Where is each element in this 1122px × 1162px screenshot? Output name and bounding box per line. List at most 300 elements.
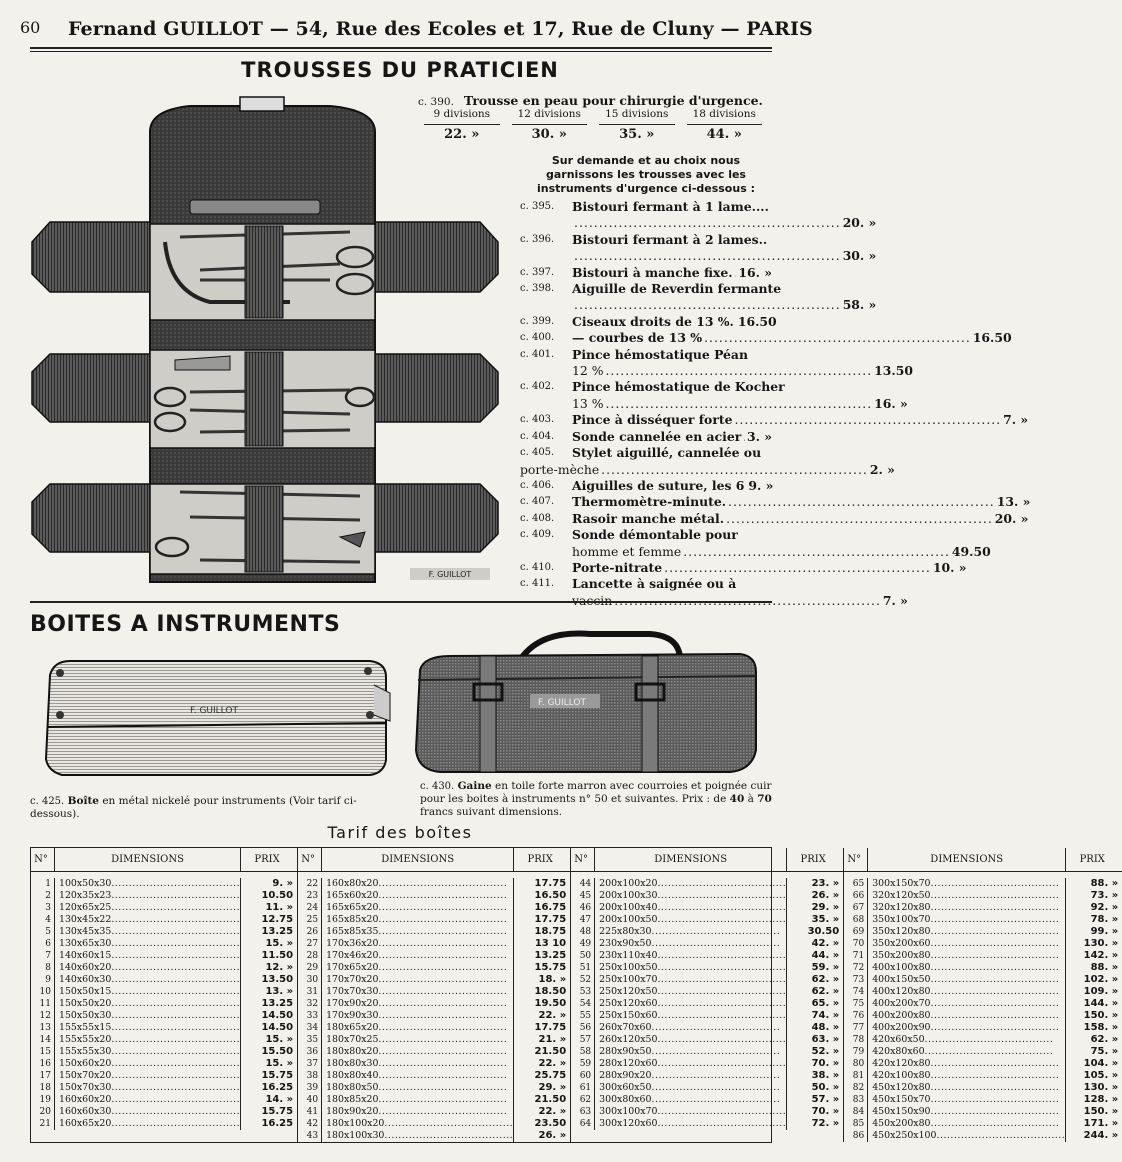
- leader-dots: [651, 1070, 780, 1081]
- table-row: [298, 890, 570, 902]
- row-dimensions: [55, 1118, 241, 1130]
- instrument-item: [520, 412, 1029, 428]
- leader-dots: [651, 1046, 780, 1057]
- leader-dots: [378, 1046, 507, 1057]
- leader-dots: [111, 914, 240, 925]
- dimension-value: 180x90x20: [326, 1106, 379, 1117]
- row-dimensions: [55, 1106, 241, 1118]
- row-dimensions: [595, 1058, 787, 1070]
- row-dimensions: [55, 1022, 241, 1034]
- table-row: [31, 1082, 297, 1094]
- dimension-value: 200x100x20: [599, 878, 658, 889]
- leader-dots: [378, 950, 507, 961]
- leader-dots: [931, 998, 1060, 1009]
- row-number: 47: [571, 914, 595, 926]
- row-dimensions: [55, 1034, 241, 1046]
- dimension-value: 120x35x23: [59, 890, 112, 901]
- row-price: 29. »: [811, 902, 840, 913]
- row-price: 70. »: [811, 1058, 840, 1069]
- row-number: 49: [571, 938, 595, 950]
- row-number: 8: [31, 962, 55, 974]
- dimension-value: 180x100x30: [326, 1130, 385, 1141]
- dimension-value: 420x80x60: [872, 1046, 925, 1057]
- row-number: 38: [298, 1070, 322, 1082]
- row-dimensions: [868, 1082, 1066, 1094]
- dimension-value: 450x120x80: [872, 1082, 931, 1093]
- dimension-value: 280x90x50: [599, 1046, 652, 1057]
- leader-dots: [605, 396, 872, 412]
- leader-dots: [378, 1010, 507, 1021]
- row-dimensions: [322, 926, 514, 938]
- row-price: 22. »: [538, 1058, 567, 1069]
- leader-dots: [574, 248, 841, 264]
- row-number: 25: [298, 914, 322, 926]
- row-number: 72: [844, 962, 868, 974]
- tarif-header: [298, 848, 570, 872]
- row-number: 18: [31, 1082, 55, 1094]
- row-dimensions: [868, 1058, 1066, 1070]
- row-dimensions: [322, 914, 514, 926]
- row-dimensions: [595, 1022, 787, 1034]
- instrument-number: c. 410.: [520, 561, 555, 573]
- leader-dots: [657, 950, 786, 961]
- dimension-value: 170x90x20: [326, 998, 379, 1009]
- dimension-value: 160x80x20: [326, 878, 379, 889]
- row-price: 70. »: [811, 1106, 840, 1117]
- caption-bold: Boîte: [67, 795, 99, 807]
- row-number: 41: [298, 1106, 322, 1118]
- row-price: 150. »: [1083, 1106, 1119, 1117]
- row-number: 63: [571, 1106, 595, 1118]
- table-row: [298, 1106, 570, 1118]
- row-price: 158. »: [1083, 1022, 1119, 1033]
- table-row: [844, 1118, 1122, 1130]
- dimension-value: 280x90x20: [599, 1070, 652, 1081]
- row-price: 13.50: [261, 974, 294, 985]
- dimension-value: 180x85x20: [326, 1094, 379, 1105]
- row-number: 17: [31, 1070, 55, 1082]
- dimension-value: 400x200x90: [872, 1022, 931, 1033]
- leader-dots: [378, 1070, 507, 1081]
- dimension-value: 300x120x60: [599, 1118, 658, 1129]
- leader-dots: [378, 1034, 507, 1045]
- leader-dots: [378, 938, 507, 949]
- row-dimensions: [868, 926, 1066, 938]
- instrument-price: 13. »: [996, 494, 1031, 510]
- table-row: [298, 878, 570, 890]
- leader-dots: [378, 986, 507, 997]
- table-row: [571, 902, 843, 914]
- header-num: N°: [571, 848, 595, 871]
- instrument-item: [520, 559, 967, 576]
- row-price: 75. »: [1090, 1046, 1119, 1057]
- table-row: [571, 1082, 843, 1094]
- box-maker-mark: F. GUILLOT: [190, 706, 238, 716]
- table-row: [298, 1046, 570, 1058]
- row-number: 20: [31, 1106, 55, 1118]
- leader-dots: [378, 998, 507, 1009]
- row-dimensions: [868, 878, 1066, 890]
- row-number: 23: [298, 890, 322, 902]
- trousse-illustration: [30, 92, 500, 582]
- header-dim: DIMENSIONS: [55, 848, 241, 871]
- row-number: 83: [844, 1094, 868, 1106]
- dimension-value: 230x110x40: [599, 950, 658, 961]
- row-price: 15. »: [265, 1058, 294, 1069]
- row-dimensions: [322, 962, 514, 974]
- row-number: 52: [571, 974, 595, 986]
- dimension-value: 225x80x30: [599, 926, 652, 937]
- dimension-value: 170x70x30: [326, 986, 379, 997]
- table-row: [571, 1034, 843, 1046]
- leader-dots: [735, 265, 737, 281]
- division-price: 35. »: [599, 124, 675, 142]
- leader-dots: [378, 1094, 507, 1105]
- row-dimensions: [595, 998, 787, 1010]
- row-number: 85: [844, 1118, 868, 1130]
- row-dimensions: [55, 926, 241, 938]
- caption-text: en toile forte marron avec courroies et poignée cuir pour les boites à instruments n° 50 et suivantes. Prix : de: [420, 780, 772, 805]
- row-number: 79: [844, 1046, 868, 1058]
- row-price: 78. »: [1090, 914, 1119, 925]
- leader-dots: [657, 1034, 786, 1045]
- table-row: [571, 1070, 843, 1082]
- leader-dots: [657, 1058, 786, 1069]
- trousse-title: [418, 93, 763, 108]
- leader-dots: [657, 1010, 786, 1021]
- leader-dots: [657, 902, 786, 913]
- row-price: 9. »: [272, 878, 294, 889]
- instrument-item: [520, 281, 877, 314]
- instrument-number: c. 399.: [520, 315, 555, 327]
- row-dimensions: [322, 974, 514, 986]
- table-row: [298, 902, 570, 914]
- row-price: 12. »: [265, 962, 294, 973]
- dimension-value: 180x70x25: [326, 1034, 379, 1045]
- instrument-price: 16. »: [738, 264, 772, 280]
- row-price: 15.75: [534, 962, 567, 973]
- row-price: 22. »: [538, 1010, 567, 1021]
- row-dimensions: [55, 962, 241, 974]
- row-dimensions: [322, 1130, 514, 1142]
- instrument-subline: homme et femme: [572, 543, 682, 559]
- leader-dots: [651, 938, 780, 949]
- leader-dots: [378, 1082, 507, 1093]
- leader-dots: [931, 1058, 1060, 1069]
- dimension-value: 165x85x35: [326, 926, 379, 937]
- dimension-value: 320x120x80: [872, 902, 931, 913]
- row-price: 62. »: [811, 986, 840, 997]
- row-number: 64: [571, 1118, 595, 1130]
- row-number: 53: [571, 986, 595, 998]
- row-number: 57: [571, 1034, 595, 1046]
- dimension-value: 260x70x60: [599, 1022, 652, 1033]
- table-row: [844, 878, 1122, 890]
- caption-tail: francs suivant dimensions.: [420, 806, 563, 818]
- instrument-name: Sonde démontable pour: [572, 527, 738, 543]
- row-dimensions: [55, 1082, 241, 1094]
- row-number: 40: [298, 1094, 322, 1106]
- instrument-price: 16. »: [874, 395, 908, 411]
- row-dimensions: [868, 1034, 1066, 1046]
- row-number: 36: [298, 1046, 322, 1058]
- leader-dots: [726, 511, 993, 527]
- leader-dots: [111, 902, 240, 913]
- dimension-value: 160x65x20: [59, 1118, 112, 1129]
- table-row: [31, 914, 297, 926]
- header-num: N°: [31, 848, 55, 871]
- row-dimensions: [55, 1070, 241, 1082]
- price-connector: à: [747, 793, 754, 805]
- table-row: [844, 1046, 1122, 1058]
- table-row: [31, 986, 297, 998]
- dimension-value: 300x150x70: [872, 878, 931, 889]
- row-price: 88. »: [1090, 962, 1119, 973]
- instrument-name: Rasoir manche métal.: [572, 510, 725, 526]
- trousse-row-2: [32, 350, 498, 448]
- row-price: 42. »: [811, 938, 840, 949]
- row-price: 244. »: [1083, 1130, 1119, 1141]
- dimension-value: 320x120x50: [872, 890, 931, 901]
- instrument-number: c. 395.: [520, 201, 555, 212]
- row-dimensions: [322, 986, 514, 998]
- instrument-item: [520, 445, 895, 478]
- row-dimensions: [55, 878, 241, 890]
- leader-dots: [111, 974, 240, 985]
- leader-dots: [931, 1022, 1060, 1033]
- section-title-trousses: TROUSSES DU PRATICIEN: [241, 58, 559, 82]
- table-row: [31, 1070, 297, 1082]
- row-price: 11. »: [265, 902, 294, 913]
- instrument-subline: porte-mèche: [520, 461, 600, 477]
- header-dim: DIMENSIONS: [322, 848, 514, 871]
- table-row: [298, 986, 570, 998]
- instrument-number: c. 396.: [520, 233, 555, 245]
- instrument-subline: 13 %: [572, 395, 604, 411]
- row-number: 22: [298, 878, 322, 890]
- leader-dots: [384, 1130, 513, 1141]
- dimension-value: 350x200x60: [872, 938, 931, 949]
- instrument-item: [520, 429, 772, 445]
- instrument-number: c. 404.: [520, 430, 555, 442]
- row-number: 26: [298, 926, 322, 938]
- leader-dots: [931, 926, 1060, 937]
- table-row: [571, 1118, 843, 1130]
- trousse-name: Trousse en peau pour chirurgie d'urgence.: [463, 93, 763, 108]
- row-price: 13. »: [265, 986, 294, 997]
- table-row: [844, 986, 1122, 998]
- row-dimensions: [868, 1118, 1066, 1130]
- row-number: 2: [31, 890, 55, 902]
- row-dimensions: [595, 1046, 787, 1058]
- row-price: 13.25: [261, 998, 294, 1009]
- row-price: 74. »: [811, 1010, 840, 1021]
- row-dimensions: [322, 878, 514, 890]
- leader-dots: [925, 1034, 1054, 1045]
- row-dimensions: [868, 1130, 1066, 1142]
- leader-dots: [657, 878, 786, 889]
- row-price: 21.50: [534, 1046, 567, 1057]
- dimension-value: 180x65x20: [326, 1022, 379, 1033]
- instrument-price: 10. »: [932, 559, 967, 575]
- leader-dots: [931, 1118, 1060, 1129]
- instrument-number: c. 400.: [520, 332, 555, 344]
- row-price: 72. »: [811, 1118, 840, 1129]
- table-row: [298, 1130, 570, 1142]
- dimension-value: 450x250x100: [872, 1130, 937, 1141]
- header-rule: [30, 47, 772, 49]
- dimension-value: 200x100x40: [599, 902, 658, 913]
- leader-dots: [657, 986, 786, 997]
- table-row: [31, 950, 297, 962]
- instrument-number: c. 409.: [520, 529, 555, 541]
- row-price: 63. »: [811, 1034, 840, 1045]
- garnish-notice: Sur demande et au choix nous garnissons les trousses avec les instruments d'urgence ci-dessous :: [537, 154, 755, 195]
- row-price: 150. »: [1083, 1010, 1119, 1021]
- row-dimensions: [595, 914, 787, 926]
- dimension-value: 180x80x50: [326, 1082, 379, 1093]
- row-number: 67: [844, 902, 868, 914]
- row-price: 104. »: [1083, 1058, 1119, 1069]
- row-dimensions: [595, 962, 787, 974]
- dimension-value: 170x36x20: [326, 938, 379, 949]
- row-price: 59. »: [811, 962, 840, 973]
- row-dimensions: [595, 1106, 787, 1118]
- row-dimensions: [322, 1034, 514, 1046]
- table-row: [571, 1106, 843, 1118]
- row-number: 66: [844, 890, 868, 902]
- instrument-price: 49.50: [951, 543, 991, 559]
- leader-dots: [664, 560, 931, 576]
- row-number: 12: [31, 1010, 55, 1022]
- row-number: 5: [31, 926, 55, 938]
- header-price: PRIX: [1079, 854, 1105, 865]
- tarif-header: [844, 848, 1122, 872]
- leader-dots: [111, 998, 240, 1009]
- row-number: 69: [844, 926, 868, 938]
- maker-mark: F. GUILLOT: [428, 570, 472, 579]
- row-price: 105. »: [1083, 1070, 1119, 1081]
- dimension-value: 180x100x20: [326, 1118, 385, 1129]
- header-price: PRIX: [254, 854, 280, 865]
- row-dimensions: [322, 1058, 514, 1070]
- row-price: 144. »: [1083, 998, 1119, 1009]
- table-row: [298, 974, 570, 986]
- row-price: 15.75: [261, 1106, 294, 1117]
- row-price: 73. »: [1090, 890, 1119, 901]
- dimension-value: 150x50x30: [59, 1010, 112, 1021]
- table-row: [298, 950, 570, 962]
- table-row: [298, 914, 570, 926]
- row-number: 80: [844, 1058, 868, 1070]
- leader-dots: [931, 938, 1060, 949]
- row-number: 28: [298, 950, 322, 962]
- leader-dots: [657, 890, 786, 901]
- dimension-value: 450x150x90: [872, 1106, 931, 1117]
- row-number: 32: [298, 998, 322, 1010]
- instrument-name: Bistouri à manche fixe.: [572, 264, 733, 280]
- row-dimensions: [55, 1046, 241, 1058]
- row-dimensions: [55, 902, 241, 914]
- dimension-value: 155x55x15: [59, 1022, 112, 1033]
- row-dimensions: [322, 998, 514, 1010]
- row-price: 17.75: [534, 878, 567, 889]
- row-number: 35: [298, 1034, 322, 1046]
- table-row: [571, 986, 843, 998]
- dimension-value: 350x200x80: [872, 950, 931, 961]
- table-row: [571, 998, 843, 1010]
- table-row: [298, 926, 570, 938]
- table-row: [31, 926, 297, 938]
- table-row: [844, 998, 1122, 1010]
- dimension-value: 170x90x30: [326, 1010, 379, 1021]
- dimension-value: 140x60x20: [59, 962, 112, 973]
- row-number: 15: [31, 1046, 55, 1058]
- table-row: [298, 1022, 570, 1034]
- row-price: 92. »: [1090, 902, 1119, 913]
- table-row: [298, 962, 570, 974]
- row-number: 43: [298, 1130, 322, 1142]
- leader-dots: [111, 1034, 240, 1045]
- leader-dots: [601, 462, 868, 478]
- leader-dots: [111, 950, 240, 961]
- tarif-column: [298, 848, 571, 1142]
- page-number: 60: [20, 18, 41, 37]
- table-row: [31, 938, 297, 950]
- table-row: [31, 1118, 297, 1130]
- division-label: 12 divisions: [517, 108, 581, 120]
- dimension-value: 165x65x20: [326, 902, 379, 913]
- table-row: [298, 1070, 570, 1082]
- table-row: [844, 962, 1122, 974]
- dimension-value: 180x80x40: [326, 1070, 379, 1081]
- row-price: 16.25: [261, 1082, 294, 1093]
- row-number: 9: [31, 974, 55, 986]
- row-number: 62: [571, 1094, 595, 1106]
- row-dimensions: [322, 1022, 514, 1034]
- row-price: 17.75: [534, 1022, 567, 1033]
- instrument-price: 2. »: [869, 461, 895, 477]
- caption-number: c. 430.: [420, 781, 455, 792]
- leader-dots: [111, 878, 240, 889]
- case-maker-mark: F. GUILLOT: [538, 698, 586, 708]
- dimension-value: 350x100x70: [872, 914, 931, 925]
- row-number: 56: [571, 1022, 595, 1034]
- row-price: 11.50: [261, 950, 294, 961]
- dimension-value: 250x120x50: [599, 986, 658, 997]
- row-price: 109. »: [1083, 986, 1119, 997]
- row-number: 55: [571, 1010, 595, 1022]
- dimension-value: 300x60x50: [599, 1082, 652, 1093]
- leader-dots: [111, 1094, 240, 1105]
- row-price: 23. »: [811, 878, 840, 889]
- table-row: [31, 902, 297, 914]
- row-dimensions: [55, 1094, 241, 1106]
- division-price: 44. »: [687, 124, 763, 142]
- division-label: 15 divisions: [605, 108, 669, 120]
- leader-dots: [936, 1130, 1065, 1141]
- tarif-column: [571, 848, 844, 1142]
- leader-dots: [931, 962, 1060, 973]
- row-number: 6: [31, 938, 55, 950]
- row-number: 14: [31, 1034, 55, 1046]
- row-dimensions: [868, 1106, 1066, 1118]
- table-row: [571, 926, 843, 938]
- leader-dots: [657, 974, 786, 985]
- row-dimensions: [55, 938, 241, 950]
- leader-dots: [657, 998, 786, 1009]
- row-dimensions: [322, 1082, 514, 1094]
